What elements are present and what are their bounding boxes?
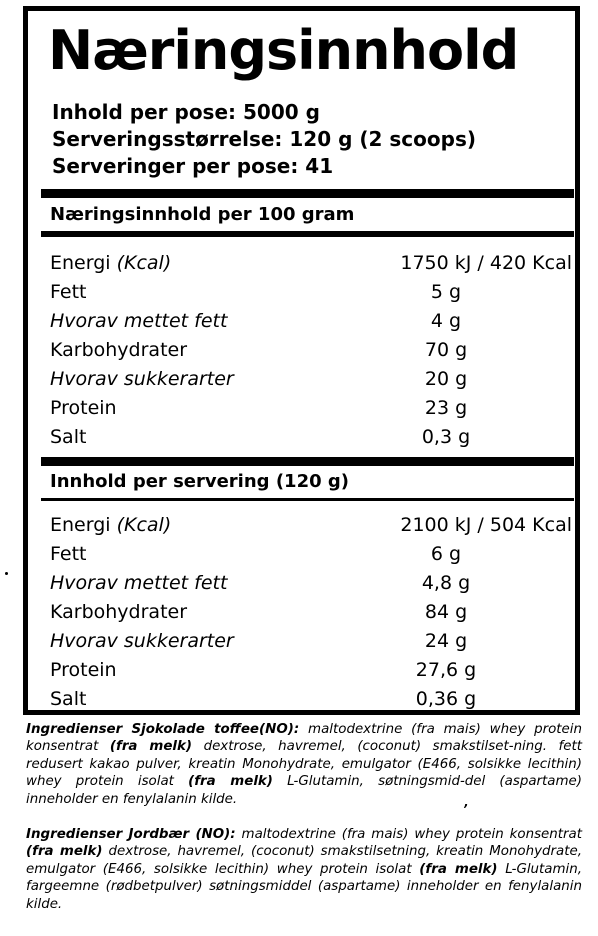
table-row <box>50 336 572 365</box>
stray-mark: ’ <box>463 802 468 816</box>
per-serving-heading: Innhold per servering (120 g) <box>50 471 349 492</box>
package-content: Inhold per pose: 5000 g <box>52 100 320 124</box>
table-row <box>50 511 572 540</box>
row-label: Fett <box>50 543 87 565</box>
row-value: 0,3 g <box>421 426 471 448</box>
row-value: 20 g <box>424 368 468 390</box>
row-value: 1750 kJ / 420 Kcal <box>400 252 572 274</box>
row-label: Energi (Kcal) <box>50 514 172 536</box>
table-row <box>50 540 572 569</box>
row-label: Energi (Kcal) <box>50 252 172 274</box>
row-label: Hvorav sukkerarter <box>50 368 234 390</box>
row-label: Karbohydrater <box>50 339 188 361</box>
table-row <box>50 423 572 452</box>
table-row <box>50 627 572 656</box>
nutrition-panel <box>23 6 580 715</box>
row-value: 70 g <box>424 339 468 361</box>
row-value: 4,8 g <box>421 572 471 594</box>
row-label: Salt <box>50 426 87 448</box>
serving-size: Serveringsstørrelse: 120 g (2 scoops) <box>52 127 477 151</box>
stray-dot <box>5 572 8 575</box>
table-row <box>50 394 572 423</box>
row-value: 4 g <box>430 310 462 332</box>
divider-thin <box>41 498 574 501</box>
row-value: 84 g <box>424 601 468 623</box>
divider-thick <box>41 457 574 466</box>
row-label: Salt <box>50 688 87 710</box>
per100-heading: Næringsinnhold per 100 gram <box>50 204 355 225</box>
panel-title: Næringsinnhold <box>48 19 519 82</box>
row-value: 6 g <box>430 543 462 565</box>
row-label: Hvorav sukkerarter <box>50 630 234 652</box>
row-label: Protein <box>50 397 117 419</box>
row-label: Hvorav mettet fett <box>50 572 228 594</box>
row-value: 24 g <box>424 630 468 652</box>
table-row <box>50 307 572 336</box>
table-row <box>50 569 572 598</box>
divider-mid <box>41 231 574 237</box>
table-row <box>50 365 572 394</box>
table-row <box>50 685 572 714</box>
row-value: 27,6 g <box>415 659 477 681</box>
row-label: Hvorav mettet fett <box>50 310 228 332</box>
row-value: 23 g <box>424 397 468 419</box>
divider-thick <box>41 189 574 198</box>
ingredients-strawberry: Ingredienser Jordbær (NO): maltodextrine (fra mais) whey protein konsentrat (fra melk) dextrose, havremel, (coconut) smakstilsetning, kreatin Monohydrate, emulgator (E466, solsikke lecithin) whey protein isolat (fra melk) L-Glutamin, fargeemne (rødbetpulver) søtningsmiddel (aspartame) inneholder en fenylalanin kilde. <box>26 827 583 912</box>
row-value: 0,36 g <box>415 688 477 710</box>
row-label: Fett <box>50 281 87 303</box>
servings-per-package: Serveringer per pose: 41 <box>52 154 334 178</box>
row-value: 2100 kJ / 504 Kcal <box>400 514 572 536</box>
table-row <box>50 656 572 685</box>
ingredients-chocolate: Ingredienser Sjokolade toffee(NO): maltodextrine (fra mais) whey protein konsentrat (fra melk) dextrose, havremel, (coconut) smakstilset-ning. fett redusert kakao pulver, kreatin Monohydrate, emulgator (E466, solsikke lecithin) whey protein isolat (fra melk) L-Glutamin, søtningsmid-del (aspartame) inneholder en fenylalanin kilde. <box>26 722 582 807</box>
row-label: Protein <box>50 659 117 681</box>
row-label: Karbohydrater <box>50 601 188 623</box>
row-value: 5 g <box>430 281 462 303</box>
table-row <box>50 278 572 307</box>
table-row <box>50 249 572 278</box>
table-row <box>50 598 572 627</box>
